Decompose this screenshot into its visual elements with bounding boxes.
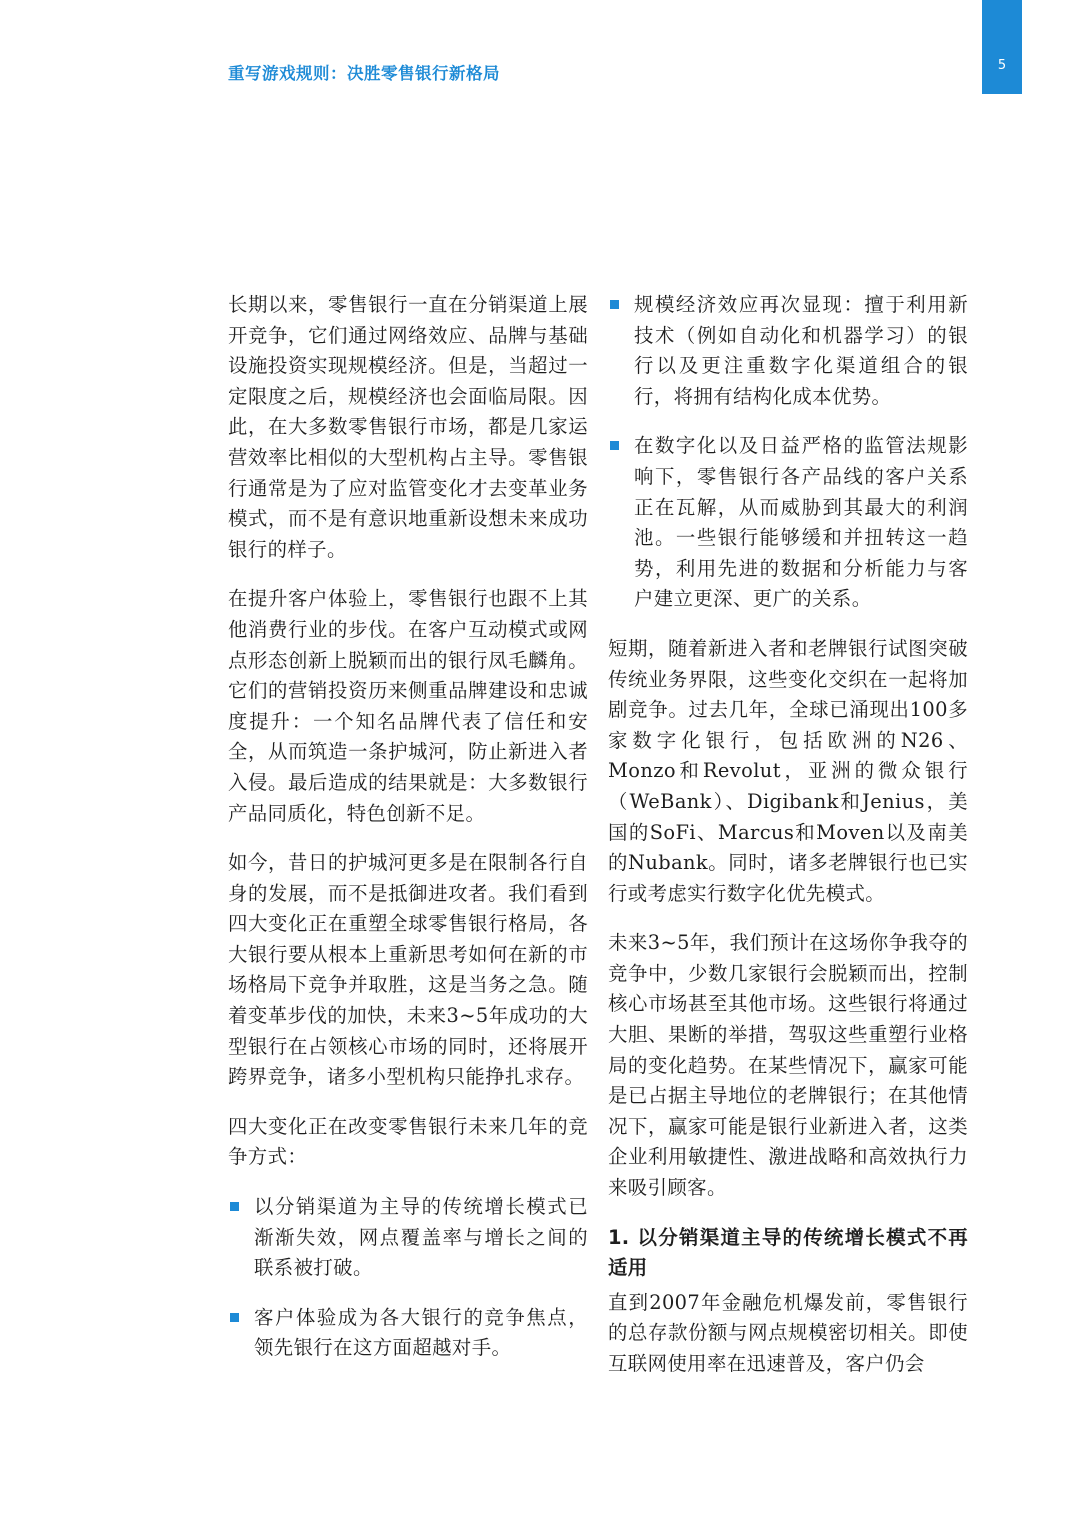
body-paragraph: 四大变化正在改变零售银行未来几年的竞争方式： bbox=[228, 1114, 588, 1169]
square-bullet-icon bbox=[610, 300, 619, 309]
body-paragraph: 在提升客户体验上，零售银行也跟不上其他消费行业的步伐。在客户互动模式或网点形态创新上脱颖而出的银行凤毛麟角。它们的营销投资历来侧重品牌建设和忠诚度提升：一个知名品牌代表了信任和安全，从而筑造一条护城河，防止新进入者入侵。最后造成的结果就是：大多数银行产品同质化，特色创新不足。 bbox=[228, 587, 588, 825]
body-paragraph: 直到2007年金融危机爆发前，零售银行的总存款份额与网点规模密切相关。即使互联网使用率在迅速普及，客户仍会 bbox=[608, 1290, 968, 1375]
body-paragraph: 未来3~5年，我们预计在这场你争我夺的竞争中，少数几家银行会脱颖而出，控制核心市场甚至其他市场。这些银行将通过大胆、果断的举措，驾驭这些重塑行业格局的变化趋势。在某些情况下，赢家可能是已占据主导地位的老牌银行；在其他情况下，赢家可能是银行业新进入者，这类企业利用敏捷性、激进战略和高效执行力来吸引顾客。 bbox=[608, 931, 968, 1200]
bullet-item bbox=[228, 1192, 588, 1284]
square-bullet-icon bbox=[230, 1202, 239, 1211]
square-bullet-icon bbox=[230, 1313, 239, 1322]
right-column bbox=[608, 290, 968, 1399]
bullet-item bbox=[608, 431, 968, 615]
section-heading: 1. 以分销渠道主导的传统增长模式不再适用 bbox=[608, 1225, 968, 1280]
bullet-text: 客户体验成为各大银行的竞争焦点，领先银行在这方面超越对手。 bbox=[254, 1305, 588, 1360]
bullet-item bbox=[228, 1303, 588, 1364]
square-bullet-icon bbox=[610, 441, 619, 450]
bullet-text: 在数字化以及日益严格的监管法规影响下，零售银行各产品线的客户关系正在瓦解，从而威胁到其最大的利润池。一些银行能够缓和并扭转这一趋势，利用先进的数据和分析能力与客户建立更深、更广的关系。 bbox=[634, 434, 968, 611]
bullet-item bbox=[608, 290, 968, 412]
bullet-text: 以分销渠道为主导的传统增长模式已渐渐失效，网点覆盖率与增长之间的联系被打破。 bbox=[254, 1195, 588, 1280]
bullet-list bbox=[228, 1192, 588, 1364]
left-column bbox=[228, 290, 588, 1383]
bullet-text: 规模经济效应再次显现：擅于利用新技术（例如自动化和机器学习）的银行以及更注重数字化渠道组合的银行，将拥有结构化成本优势。 bbox=[634, 293, 968, 408]
page-number: 5 bbox=[997, 58, 1007, 73]
body-paragraph: 如今，昔日的护城河更多是在限制各行自身的发展，而不是抵御进攻者。我们看到四大变化正在重塑全球零售银行格局，各大银行要从根本上重新思考如何在新的市场格局下竞争并取胜，这是当务之急。随着变革步伐的加快，未来3~5年成功的大型银行在占领核心市场的同时，还将展开跨界竞争，诸多小型机构只能挣扎求存。 bbox=[228, 851, 588, 1089]
page-number-tab bbox=[982, 0, 1022, 94]
running-title: 重写游戏规则：决胜零售银行新格局 bbox=[228, 64, 500, 83]
body-paragraph: 长期以来，零售银行一直在分销渠道上展开竞争，它们通过网络效应、品牌与基础设施投资实现规模经济。但是，当超过一定限度之后，规模经济也会面临局限。因此，在大多数零售银行市场，都是几家运营效率比相似的大型机构占主导。零售银行通常是为了应对监管变化才去变革业务模式，而不是有意识地重新设想未来成功银行的样子。 bbox=[228, 293, 588, 561]
bullet-list bbox=[608, 290, 968, 615]
body-paragraph: 短期，随着新进入者和老牌银行试图突破传统业务界限，这些变化交织在一起将加剧竞争。过去几年，全球已涌现出100多家数字化银行，包括欧洲的N26、Monzo和Revolut，亚洲的微众银行（WeBank）、Digibank和Jenius，美国的SoFi、Marcus和Moven以及南美的Nubank。同时，诸多老牌银行也已实行或考虑实行数字化优先模式。 bbox=[608, 636, 968, 905]
